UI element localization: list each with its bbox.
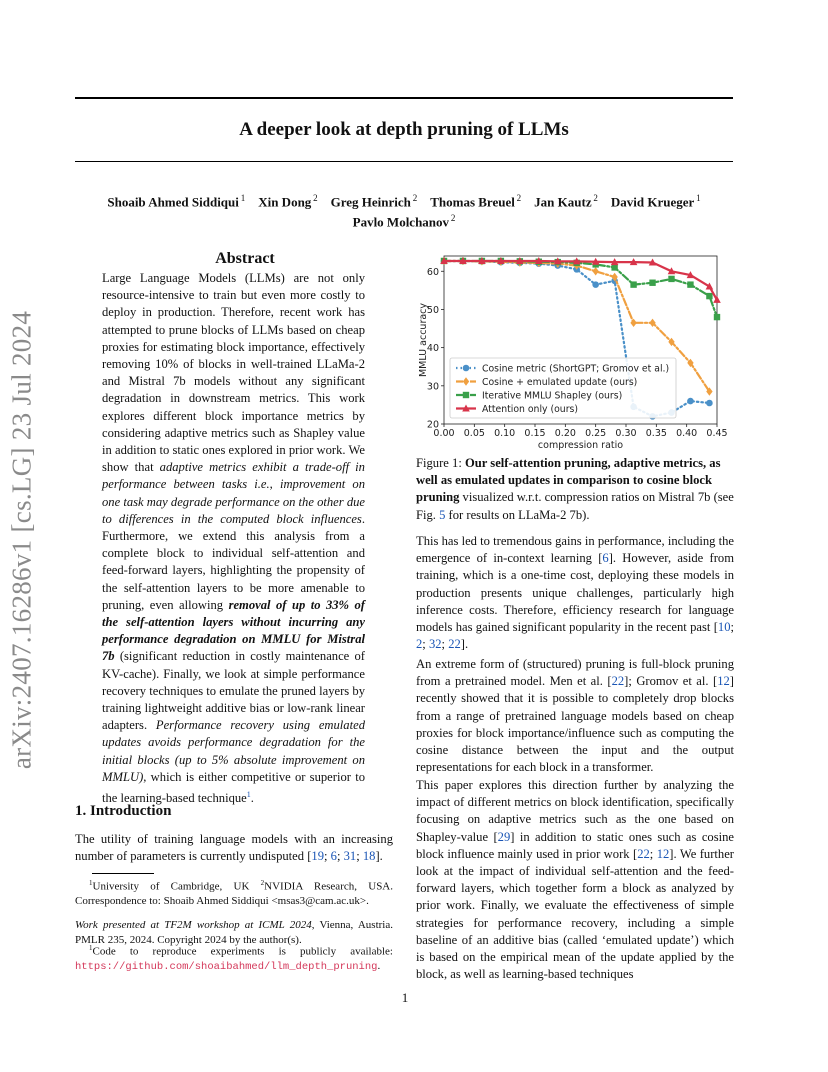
x-tick-label: 0.15 xyxy=(524,428,546,439)
abstract-italic: Performance recovery using emulated updates avoids performance degradation for the initial blocks (up to 5% absolute improvement on MMLU) xyxy=(102,718,365,784)
legend-swatch-marker xyxy=(463,392,469,398)
x-axis-label: compression ratio xyxy=(537,440,624,450)
citation-link[interactable]: 22 xyxy=(448,637,461,652)
right-paragraph-3 xyxy=(416,777,734,983)
author-name: Thomas Breuel xyxy=(430,194,515,210)
abstract-part: . Furthermore, we extend this analysis from a complete block to individual self-attention and feed-forward layers, highlighting the propensity of the self-attention layers to be more amenable to pruning, even allowing xyxy=(102,511,365,612)
y-tick-label: 20 xyxy=(426,419,439,431)
right-paragraph-1 xyxy=(416,533,734,653)
arxiv-id: arXiv:2407.16286v1 [cs.LG] 23 Jul 2024 xyxy=(6,310,37,770)
series-3-point xyxy=(687,281,693,287)
author-name: David Krueger xyxy=(610,194,695,210)
right-paragraph-2 xyxy=(416,656,734,776)
footnote-italic: Work presented at TF2M workshop at ICML 2024 xyxy=(75,919,312,931)
para-part: This has led to tremendous gains in performance, including the emergence of in-context learning [ xyxy=(416,534,734,566)
footnote-mark: 1 xyxy=(89,944,93,952)
para-part: This paper explores this direction further by analyzing the impact of different metrics on block identification, specifically focusing on adaptive metrics such as the one based on Shapley-value [ xyxy=(416,778,734,844)
caption-part: for results on LLaMa-2 7b). xyxy=(445,507,590,522)
code-url-link[interactable]: https://github.com/shoaibahmed/llm_depth_pruning xyxy=(75,961,378,974)
y-axis-label: MMLU accuracy xyxy=(418,302,429,378)
series-2-point xyxy=(630,319,636,327)
author-line-1 xyxy=(75,190,733,210)
author-name: Jan Kautz xyxy=(534,194,592,210)
series-3-point xyxy=(706,293,712,299)
para-part: ]. We further look at the impact of individual self-attention and the feed-forward layers, which together form a block as analyzed by prior work. Finally, we evaluate the effectiveness of simple strategies for performance recovery, including a simple baseline of an additive bias (called ‘emulated update’) which is based on the empirical mean of the update applied by the block, as well as learning-based techniques xyxy=(416,846,734,982)
author-name: Pavlo Molchanov xyxy=(352,214,450,230)
footnote-part: University of Cambridge, UK xyxy=(92,880,261,893)
figure-1-caption xyxy=(416,455,734,524)
author-name: Greg Heinrich xyxy=(330,194,411,210)
footnote-code xyxy=(75,941,393,975)
legend-entry: Iterative MMLU Shapley (ours) xyxy=(482,390,623,402)
legend-entry: Cosine metric (ShortGPT; Gromov et al.) xyxy=(482,363,670,375)
y-tick-label: 30 xyxy=(426,381,439,393)
title-rule-bottom xyxy=(75,161,733,162)
page-number: 1 xyxy=(401,990,409,1005)
author-affiliation-mark: 1 xyxy=(694,193,701,203)
footnote-part: , Vienna, Austria. PMLR 235, 2024. Copyright 2024 by the author(s). xyxy=(75,919,393,946)
citation-link[interactable]: 22 xyxy=(611,674,625,689)
abstract-text xyxy=(102,270,365,807)
para-part: An extreme form of (structured) pruning is full-block pruning from a pretrained model. Men et al. [ xyxy=(416,657,734,689)
x-tick-label: 0.35 xyxy=(645,428,667,439)
author-affiliation-mark: 2 xyxy=(410,193,418,203)
series-3-point xyxy=(611,264,617,270)
legend-swatch-marker xyxy=(463,365,470,372)
footnote-part: NVIDIA Research, USA. Correspondence to: Shoaib Ahmed Siddiqui <msas3@cam.ac.uk>. xyxy=(75,880,394,908)
x-tick-label: 0.05 xyxy=(463,428,485,439)
footnote-part: . xyxy=(377,960,381,973)
citation-link[interactable]: 10 xyxy=(717,620,731,635)
author-list xyxy=(75,190,733,231)
caption-part: visualized w.r.t. compression ratios on Mistral 7b (see Fig. xyxy=(416,490,734,522)
series-line-3 xyxy=(444,261,717,317)
footnote-part: Code to reproduce experiments is publicly available: xyxy=(92,945,393,958)
series-1-point xyxy=(687,398,694,405)
series-1-point xyxy=(706,400,713,407)
footnote-affiliations: $^1$University of Cambridge, UK $^2$NVIDIA Research, USA. Correspondence to: Shoaib Ahmed Siddiqui <msas3@cam.ac.uk>. xyxy=(75,879,394,908)
series-1-point xyxy=(592,281,599,288)
footnote-link[interactable]: 1 xyxy=(246,790,251,800)
intro-part: ; xyxy=(336,849,344,864)
para-part: ]. xyxy=(460,637,469,652)
citation-link[interactable]: 2 xyxy=(416,637,423,652)
y-tick-label: 40 xyxy=(426,343,439,355)
series-2-point xyxy=(592,267,598,275)
intro-part: The utility of training language models with an increasing number of parameters is currently undisputed [ xyxy=(75,832,393,864)
y-tick-label: 60 xyxy=(426,266,439,278)
abstract-part: Large Language Models (LLMs) are not only resource-intensive to train but even more costly to deploy in production. Therefore, recent work has attempted to prune blocks of LLMs based on cheap proxies for estimating block importance, effectively removing 10% of blocks in well-trained LLaMa-2 and Mistral 7b models without any significant degradation in downstream metrics. This work explores different block importance metrics by considering adaptive metrics such as Shapley value in addition to static ones explored in prior work. We show that xyxy=(102,271,365,475)
series-3-point xyxy=(630,281,636,287)
citation-link[interactable]: 19 xyxy=(311,849,325,864)
citation-link[interactable]: 18 xyxy=(362,849,376,864)
intro-text xyxy=(75,831,393,865)
abstract-heading: Abstract xyxy=(215,250,275,267)
intro-part: ; xyxy=(356,849,363,864)
citation-link[interactable]: 6 xyxy=(602,551,609,566)
para-part: ; xyxy=(649,846,657,861)
x-tick-label: 0.45 xyxy=(706,428,728,439)
footnote-rule xyxy=(92,873,154,874)
author-affiliation-mark: 2 xyxy=(591,193,598,203)
citation-link[interactable]: 6 xyxy=(330,849,337,864)
citation-link[interactable]: 12 xyxy=(656,846,670,861)
citation-link[interactable]: 32 xyxy=(428,637,442,652)
caption-label: Figure 1: xyxy=(416,456,465,470)
author-name: Shoaib Ahmed Siddiqui xyxy=(107,194,239,210)
abstract-bold-italic: removal of up to 33% of the self-attention layers without incurring any performance degradation on MMLU for Mistral 7b xyxy=(102,597,365,664)
intro-part: ; xyxy=(324,849,331,864)
caption-bold: Our self-attention pruning, adaptive metrics, as well as emulated updates in comparison to cosine block pruning xyxy=(416,456,721,505)
citation-link[interactable]: 31 xyxy=(343,849,357,864)
abstract-part: (significant reduction in costly maintenance of KV-cache). Finally, we look at simple performance recovery techniques to emulate the pruned layers by training lightweight additive bias or low-rank linear adapters. xyxy=(102,649,365,733)
title-rule-top xyxy=(75,97,733,99)
abstract-part: . xyxy=(250,791,254,806)
author-line-2 xyxy=(75,210,733,230)
para-part: ] recently showed that it is possible to completely drop blocks from a range of pretrained language models based on cheap proxies for block importance/influence such as computing the cosine distance between the input and the output representations for each block in a transformer. xyxy=(416,674,734,775)
citation-link[interactable]: 22 xyxy=(637,846,650,861)
series-3-point xyxy=(714,314,720,320)
author-name: Xin Dong xyxy=(258,194,312,210)
para-part: ]. However, aside from training, which is a one-time cost, deploying these models in production presents unique challenges, particularly high inference costs. Therefore, efficiency research for language models has gained significant popularity in the recent past [ xyxy=(416,551,734,635)
para-part: ; xyxy=(730,620,734,635)
x-tick-label: 0.00 xyxy=(433,428,455,439)
abstract-italic: adaptive metrics exhibit a trade-off in performance between tasks i.e., improvement on one task may degrade performance on the other due to differences in the computed block influences xyxy=(102,460,366,526)
citation-link[interactable]: 12 xyxy=(717,674,730,689)
abstract-part: , which is either competitive or superior to the learning-based technique xyxy=(102,769,365,806)
para-part: ; xyxy=(422,637,429,652)
x-tick-label: 0.30 xyxy=(615,428,637,439)
para-part: ; xyxy=(441,637,449,652)
para-part: ]; Gromov et al. [ xyxy=(624,674,718,689)
paper-title: A deeper look at depth pruning of LLMs xyxy=(239,119,569,140)
figure-1-chart xyxy=(412,248,734,450)
x-tick-label: 0.40 xyxy=(676,428,698,439)
legend-entry: Cosine + emulated update (ours) xyxy=(482,377,638,388)
x-tick-label: 0.10 xyxy=(494,428,516,439)
author-affiliation-mark: 1 xyxy=(238,193,246,203)
arxiv-sidebar xyxy=(6,310,37,770)
x-tick-label: 0.25 xyxy=(585,428,607,439)
series-3-point xyxy=(668,276,674,282)
y-tick-label: 50 xyxy=(426,304,439,316)
legend-entry: Attention only (ours) xyxy=(482,404,578,415)
intro-part: ]. xyxy=(375,849,383,864)
para-part: ] in addition to static ones such as cosine block influence mainly used in prior work [ xyxy=(416,829,734,861)
author-affiliation-mark: 2 xyxy=(514,193,522,203)
citation-link[interactable]: 29 xyxy=(497,829,511,844)
author-affiliation-mark: 2 xyxy=(311,193,318,203)
x-tick-label: 0.20 xyxy=(554,428,576,439)
series-3-point xyxy=(649,280,655,286)
figure-ref-link[interactable]: 5 xyxy=(439,507,446,522)
section-heading-introduction: 1. Introduction xyxy=(75,803,172,819)
author-affiliation-mark: 2 xyxy=(449,213,456,224)
